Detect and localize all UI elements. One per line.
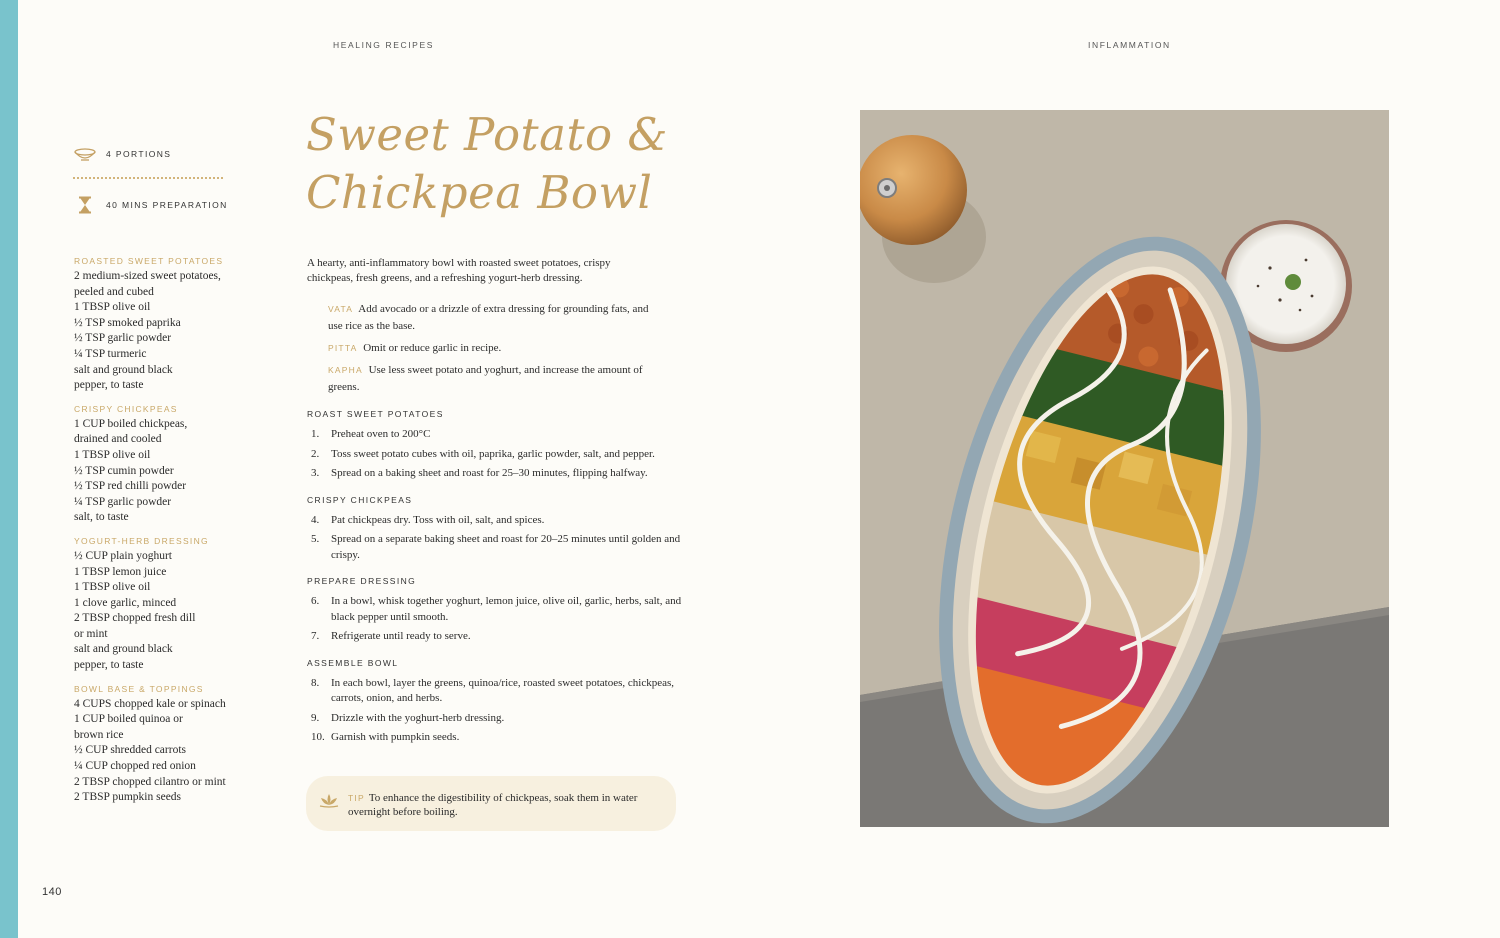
ingredient-item: brown rice xyxy=(74,728,124,741)
ingredient-item: pepper, to taste xyxy=(74,659,144,672)
ingredient-group xyxy=(74,255,254,394)
step-number: 5. xyxy=(311,533,320,545)
step-text: Pat chickpeas dry. Toss with oil, salt, and spices. xyxy=(331,513,545,526)
step-text: Spread on a baking sheet and roast for 25–30 minutes, flipping halfway. xyxy=(331,467,648,479)
page-spine-edge xyxy=(0,0,18,938)
dosha-note-kapha xyxy=(328,362,658,396)
ingredient-item: 2 TBSP chopped cilantro or mint xyxy=(74,775,226,788)
ingredient-group xyxy=(74,535,254,674)
recipe-photo xyxy=(860,110,1389,827)
lotus-icon xyxy=(318,792,340,808)
ingredient-item: salt and ground black xyxy=(74,643,173,656)
preparation-text: 40 MINS PREPARATION xyxy=(106,200,228,210)
step xyxy=(307,447,687,463)
ingredient-item: ½ TSP cumin powder xyxy=(74,464,174,477)
ingredient-item: ½ TSP garlic powder xyxy=(74,332,172,345)
ingredient-item: 4 CUPS chopped kale or spinach xyxy=(74,697,226,710)
step-group-heading: ASSEMBLE BOWL xyxy=(307,657,399,668)
step xyxy=(307,532,687,563)
tip-text-block xyxy=(348,791,662,819)
hourglass-icon xyxy=(72,196,98,214)
portions-text: 4 PORTIONS xyxy=(106,149,172,159)
ingredient-item: ½ TSP smoked paprika xyxy=(74,316,181,329)
step xyxy=(307,466,687,482)
meta-divider xyxy=(73,177,223,179)
ingredient-item: 2 medium-sized sweet potatoes, xyxy=(74,270,221,282)
ingredient-item: ¼ CUP chopped red onion xyxy=(74,760,196,773)
step-number: 9. xyxy=(311,711,320,724)
step-number: 7. xyxy=(311,630,320,642)
step xyxy=(307,629,687,645)
method-section xyxy=(307,408,687,758)
ingredient-item: 2 TBSP pumpkin seeds xyxy=(74,791,182,804)
ingredient-item: pepper, to taste xyxy=(74,379,144,392)
ingredient-item: or mint xyxy=(74,627,108,640)
ingredient-item: peeled and cubed xyxy=(74,285,154,298)
ingredients-column xyxy=(74,255,254,815)
ingredient-group xyxy=(74,403,254,526)
dosha-notes xyxy=(328,301,658,401)
step-text: Toss sweet potato cubes with oil, paprika, garlic powder, salt, and pepper. xyxy=(331,447,655,460)
bowl-icon xyxy=(72,145,98,163)
step-text: Refrigerate until ready to serve. xyxy=(331,630,471,642)
recipe-title xyxy=(306,106,726,222)
step-group xyxy=(307,494,687,564)
ingredient-item: ½ CUP plain yoghurt xyxy=(74,549,172,562)
ingredient-item: ½ CUP shredded carrots xyxy=(74,744,186,757)
step xyxy=(307,513,687,529)
tip-label: TIP xyxy=(348,793,365,803)
tip-box xyxy=(306,776,676,831)
step-text: Spread on a separate baking sheet and roast for 20–25 minutes until golden and crispy. xyxy=(331,533,681,561)
dosha-note-text: Add avocado or a drizzle of extra dressing for grounding fats, and use rice as the base. xyxy=(328,303,649,332)
dosha-label: KAPHA xyxy=(328,365,363,375)
step xyxy=(307,427,687,443)
ingredient-item: ¼ TSP turmeric xyxy=(74,347,147,360)
ingredient-group-heading: CRISPY CHICKPEAS xyxy=(74,403,178,414)
ingredient-group xyxy=(74,683,254,806)
step-number: 6. xyxy=(311,595,320,607)
ingredient-group-heading: ROASTED SWEET POTATOES xyxy=(74,256,224,266)
step xyxy=(307,711,687,727)
step xyxy=(307,594,687,625)
step-number: 1. xyxy=(311,428,320,440)
step-group-heading: CRISPY CHICKPEAS xyxy=(307,494,413,505)
ingredient-item: drained and cooled xyxy=(74,433,162,446)
ingredient-item: 1 TBSP lemon juice xyxy=(74,565,167,578)
ingredient-item: 1 CUP boiled chickpeas, xyxy=(74,417,188,430)
recipe-intro: A hearty, anti-inflammatory bowl with roasted sweet potatoes, crispy chickpeas, fresh greens, and a refreshing yogurt-herb dressing. xyxy=(307,257,611,284)
step xyxy=(307,730,687,746)
ingredient-item: salt and ground black xyxy=(74,363,173,376)
step-group-heading: ROAST SWEET POTATOES xyxy=(307,409,444,419)
tip-text: To enhance the digestibility of chickpeas, soak them in water overnight before boiling. xyxy=(348,792,638,818)
running-head-left: HEALING RECIPES xyxy=(333,40,434,50)
ingredient-item: 1 clove garlic, minced xyxy=(74,596,177,609)
ingredient-item: 1 TBSP olive oil xyxy=(74,448,151,461)
step-number: 8. xyxy=(311,676,320,689)
ingredient-item: ¼ TSP garlic powder xyxy=(74,495,172,508)
step-number: 10. xyxy=(311,731,325,743)
step-group xyxy=(307,575,687,645)
running-head-right: INFLAMMATION xyxy=(1088,40,1171,50)
dosha-label: PITTA xyxy=(328,343,358,353)
step-text: In a bowl, whisk together yoghurt, lemon juice, olive oil, garlic, herbs, salt, and black pepper until smooth. xyxy=(331,595,682,623)
dosha-label: VATA xyxy=(328,304,354,314)
ingredient-item: 1 CUP boiled quinoa or xyxy=(74,713,183,726)
recipe-title-line-1: Sweet Potato & xyxy=(306,108,668,161)
ingredient-item: 1 TBSP olive oil xyxy=(74,581,151,594)
ingredient-group-heading: BOWL BASE & TOPPINGS xyxy=(74,683,204,694)
step-text: Drizzle with the yoghurt-herb dressing. xyxy=(331,711,505,724)
step-number: 4. xyxy=(311,513,320,526)
step-text: Garnish with pumpkin seeds. xyxy=(331,731,460,743)
step-number: 2. xyxy=(311,447,320,460)
step xyxy=(307,676,687,707)
step-group xyxy=(307,657,687,746)
step-text: Preheat oven to 200°C xyxy=(331,428,431,440)
dosha-note-text: Omit or reduce garlic in recipe. xyxy=(363,342,502,354)
ingredient-item: 2 TBSP chopped fresh dill xyxy=(74,612,196,625)
portions-row xyxy=(72,145,171,163)
dosha-note-pitta xyxy=(328,340,658,357)
recipe-title-line-2: Chickpea Bowl xyxy=(306,166,653,219)
dosha-note-vata xyxy=(328,301,658,335)
preparation-row xyxy=(72,196,228,214)
step-group xyxy=(307,408,687,482)
ingredient-item: salt, to taste xyxy=(74,511,129,524)
step-text: In each bowl, layer the greens, quinoa/rice, roasted sweet potatoes, chickpeas, carrots, onion, and herbs. xyxy=(331,676,675,704)
page-number: 140 xyxy=(42,886,62,898)
step-number: 3. xyxy=(311,467,320,479)
ingredient-item: 1 TBSP olive oil xyxy=(74,301,151,314)
ingredient-item: ½ TSP red chilli powder xyxy=(74,480,187,493)
step-group-heading: PREPARE DRESSING xyxy=(307,576,417,586)
ingredient-group-heading: YOGURT-HERB DRESSING xyxy=(74,535,209,546)
dosha-note-text: Use less sweet potato and yoghurt, and increase the amount of greens. xyxy=(328,364,643,393)
